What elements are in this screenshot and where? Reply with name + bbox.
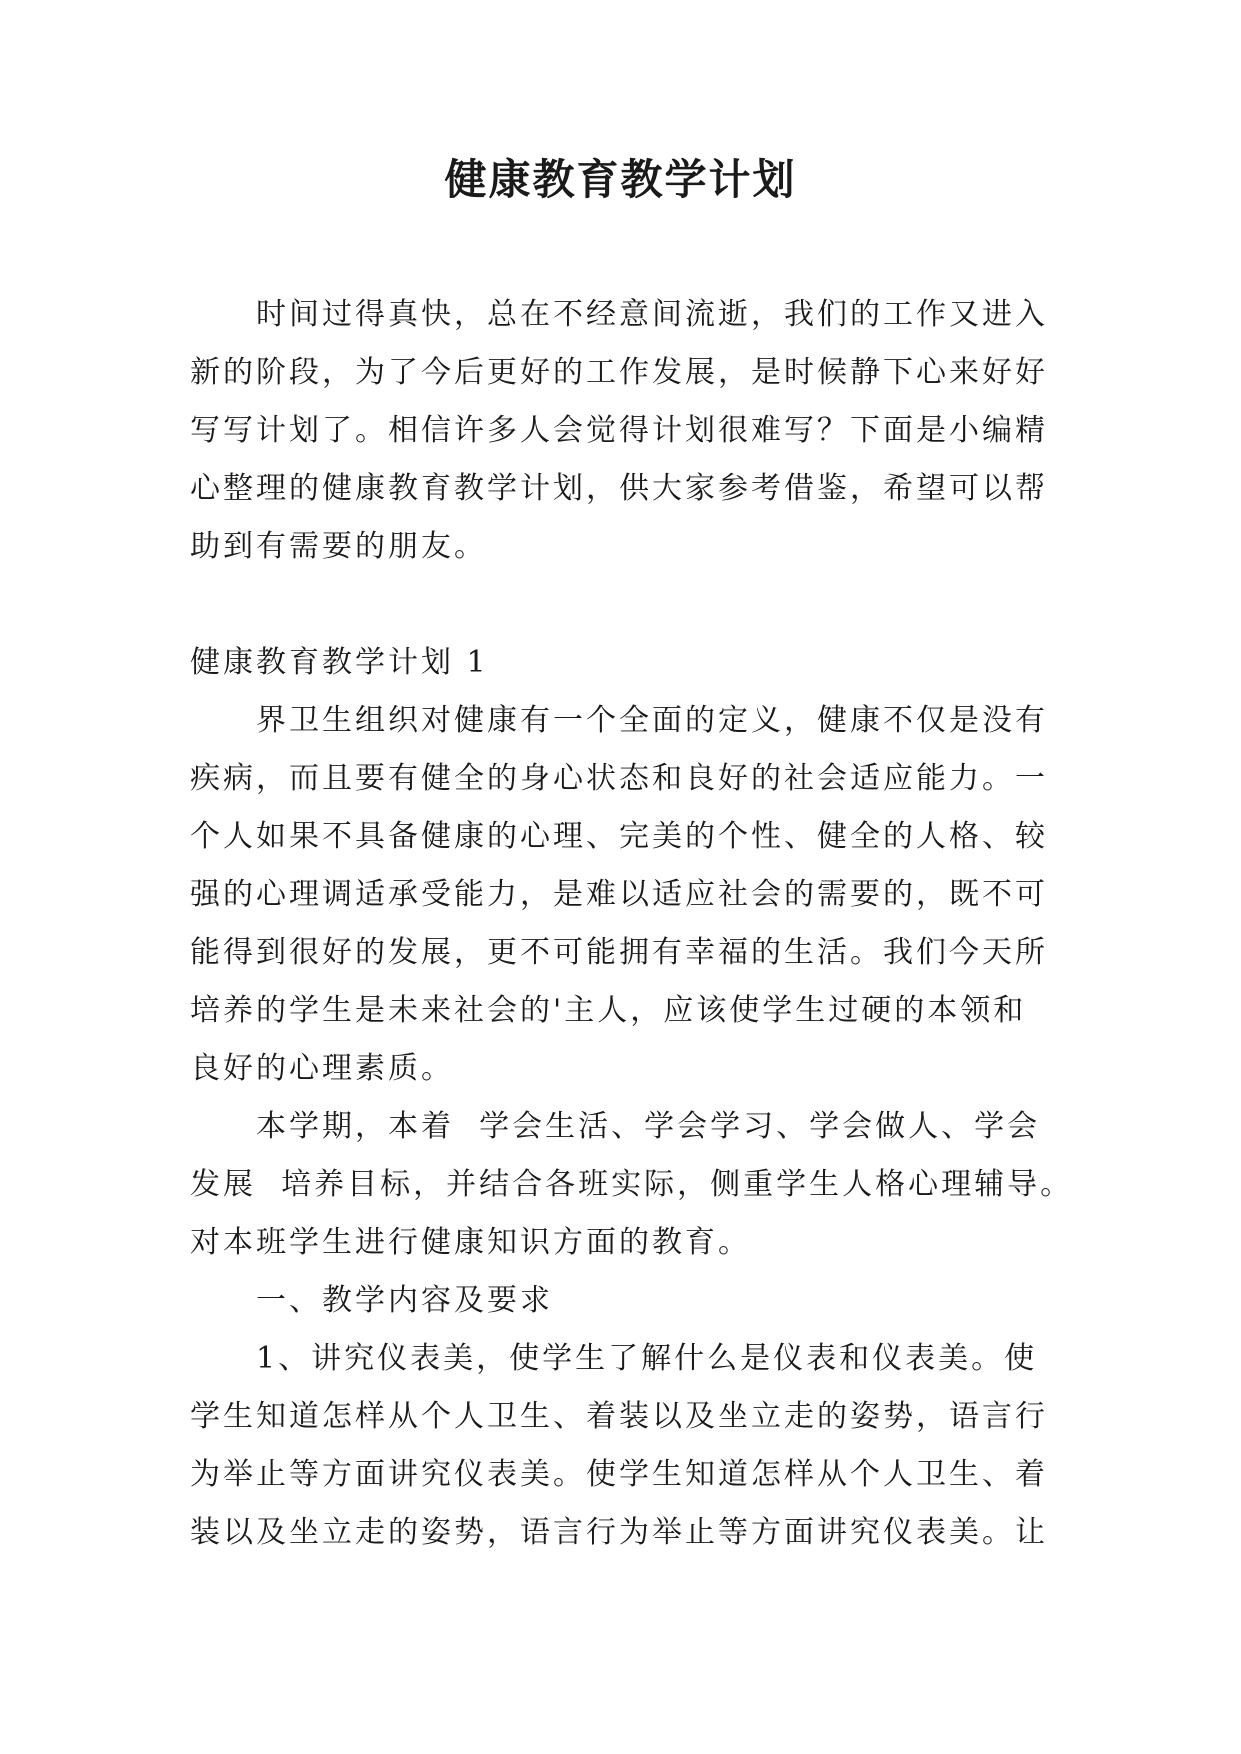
- text-line: 心整理的健康教育教学计划，供大家参考借鉴，希望可以帮: [190, 471, 1048, 506]
- document-body: [190, 286, 1074, 1562]
- text-line: 培养的学生是未来社会的'主人，应该使学生过硬的本领和: [190, 993, 1027, 1028]
- text-line: 助到有需要的朋友。: [190, 529, 487, 564]
- subheading-text: 一、教学内容及要求: [256, 1283, 553, 1318]
- text-line: 良好的心理素质。: [190, 1051, 454, 1086]
- text-line: 新的阶段，为了今后更好的工作发展，是时候静下心来好好: [190, 355, 1048, 390]
- text-line: 装以及坐立走的姿势，语言行为举止等方面讲究仪表美。让: [190, 1515, 1048, 1550]
- intro-paragraph: [190, 286, 1070, 576]
- text-line: 学生知道怎样从个人卫生、着装以及坐立走的姿势，语言行: [190, 1399, 1048, 1434]
- section-heading: [190, 634, 1070, 692]
- paragraph-spacer: [190, 576, 1070, 634]
- text-line: 个人如果不具备健康的心理、完美的个性、健全的人格、较: [190, 819, 1048, 854]
- text-line: 写写计划了。相信许多人会觉得计划很难写？下面是小编精: [190, 413, 1048, 448]
- text-line: 界卫生组织对健康有一个全面的定义，健康不仅是没有: [256, 703, 1048, 738]
- section-heading-text: 健康教育教学计划 1: [190, 645, 489, 680]
- text-line: 为举止等方面讲究仪表美。使学生知道怎样从个人卫生、着: [190, 1457, 1048, 1492]
- subheading-paragraph: [190, 1272, 1070, 1330]
- text-line: 发展 培养目标，并结合各班实际，侧重学生人格心理辅导。: [190, 1167, 1074, 1202]
- document-title: 健康教育教学计划: [444, 155, 797, 204]
- text-line: 强的心理调适承受能力，是难以适应社会的需要的，既不可: [190, 877, 1048, 912]
- text-line: 对本班学生进行健康知识方面的教育。: [190, 1225, 751, 1260]
- body-paragraph: [190, 692, 1070, 1098]
- text-line: 1、讲究仪表美，使学生了解什么是仪表和仪表美。使: [256, 1341, 1038, 1376]
- body-paragraph: [190, 1098, 1074, 1272]
- text-line: 本学期，本着 学会生活、学会学习、学会做人、学会: [256, 1109, 1041, 1144]
- text-line: 能得到很好的发展，更不可能拥有幸福的生活。我们今天所: [190, 935, 1048, 970]
- text-line: 时间过得真快，总在不经意间流逝，我们的工作又进入: [256, 297, 1048, 332]
- text-line: 疾病，而且要有健全的身心状态和良好的社会适应能力。一: [190, 761, 1048, 796]
- body-paragraph: [190, 1330, 1070, 1562]
